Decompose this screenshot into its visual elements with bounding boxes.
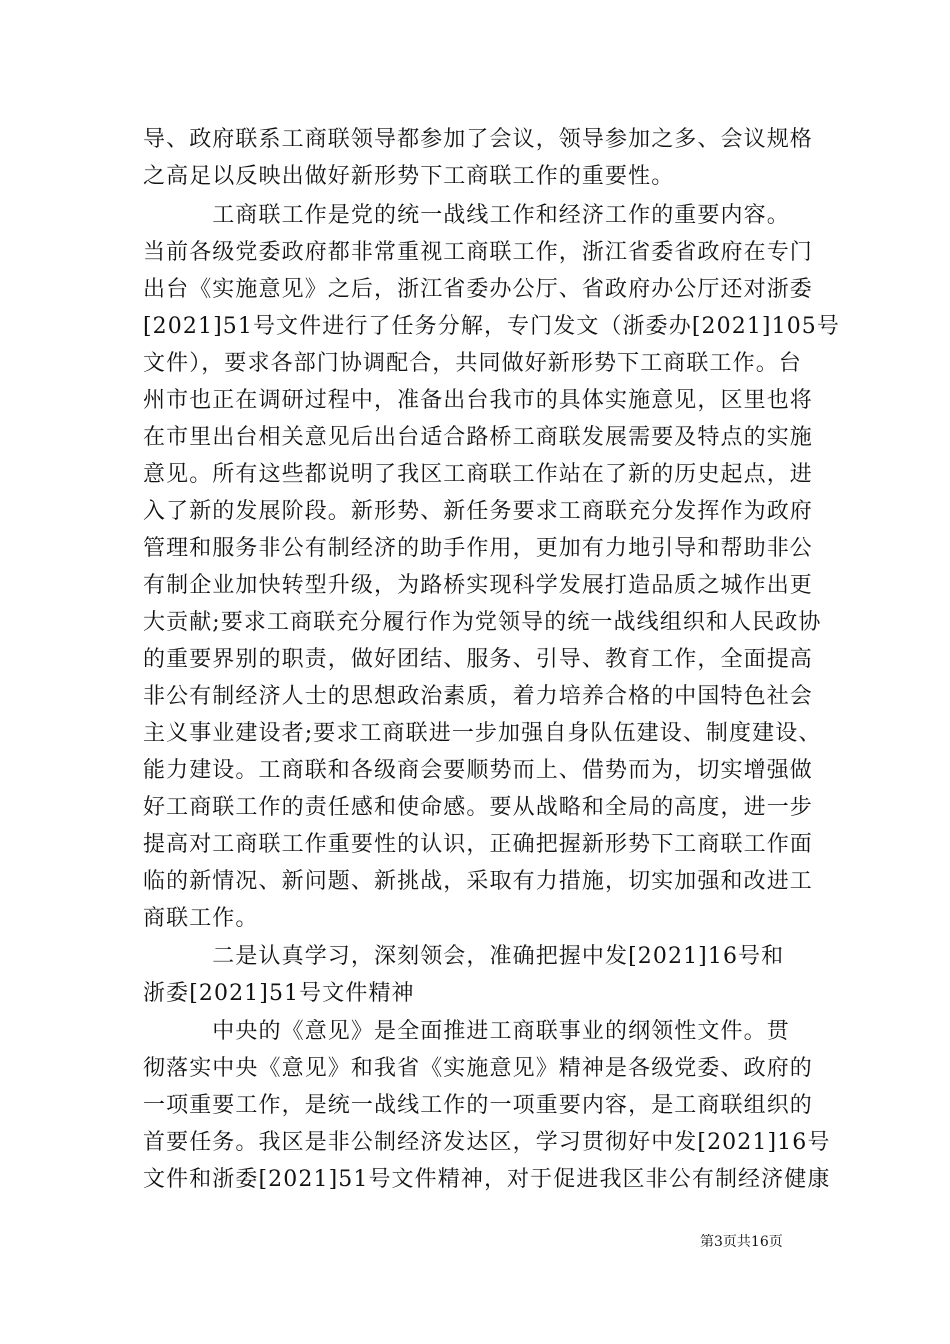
text-line: 管理和服务非公有制经济的助手作用，更加有力地引导和帮助非公 bbox=[143, 536, 813, 561]
text-line: 的重要界别的职责，做好团结、服务、引导、教育工作，全面提高 bbox=[143, 647, 813, 672]
text-line: 出台《实施意见》之后，浙江省委办公厅、省政府办公厅还对浙委 bbox=[143, 277, 813, 302]
text-line: 意见。所有这些都说明了我区工商联工作站在了新的历史起点，进 bbox=[143, 462, 813, 487]
text-line: 中央的《意见》是全面推进工商联事业的纲领性文件。贯 bbox=[143, 1019, 790, 1044]
text-line: 好工商联工作的责任感和使命感。要从战略和全局的高度，进一步 bbox=[143, 795, 813, 820]
text-line: 入了新的发展阶段。新形势、新任务要求工商联充分发挥作为政府 bbox=[143, 499, 813, 524]
text-line: 能力建设。工商联和各级商会要顺势而上、借势而为，切实增强做 bbox=[143, 758, 813, 783]
text-line: 在市里出台相关意见后出台适合路桥工商联发展需要及特点的实施 bbox=[143, 425, 813, 450]
text-line: 彻落实中央《意见》和我省《实施意见》精神是各级党委、政府的 bbox=[143, 1056, 813, 1081]
text-line: 有制企业加快转型升级，为路桥实现科学发展打造品质之城作出更 bbox=[143, 573, 813, 598]
section-heading: 二是认真学习，深刻领会，准确把握中发[2021]16号和 bbox=[143, 944, 785, 969]
text-line: 主义事业建设者;要求工商联进一步加强自身队伍建设、制度建设、 bbox=[143, 721, 822, 746]
text-line: 一项重要工作，是统一战线工作的一项重要内容，是工商联组织的 bbox=[143, 1093, 813, 1118]
text-line: 文件），要求各部门协调配合，共同做好新形势下工商联工作。台 bbox=[143, 351, 802, 376]
text-line: 临的新情况、新问题、新挑战，采取有力措施，切实加强和改进工 bbox=[143, 869, 813, 894]
page-number-footer: 第3页共16页 bbox=[700, 1234, 783, 1250]
text-line: 首要任务。我区是非公制经济发达区，学习贯彻好中发[2021]16号 bbox=[143, 1130, 831, 1155]
section-heading: 浙委[2021]51号文件精神 bbox=[143, 981, 415, 1006]
text-line: [2021]51号文件进行了任务分解，专门发文（浙委办[2021]105号 bbox=[143, 314, 840, 339]
text-line: 提高对工商联工作重要性的认识，正确把握新形势下工商联工作面 bbox=[143, 832, 813, 857]
text-line: 文件和浙委[2021]51号文件精神，对于促进我区非公有制经济健康 bbox=[143, 1167, 831, 1192]
text-line: 非公有制经济人士的思想政治素质，着力培养合格的中国特色社会 bbox=[143, 684, 813, 709]
text-line: 大贡献;要求工商联充分履行作为党领导的统一战线组织和人民政协 bbox=[143, 610, 822, 635]
text-line: 之高足以反映出做好新形势下工商联工作的重要性。 bbox=[143, 164, 675, 189]
text-line: 导、政府联系工商联领导都参加了会议，领导参加之多、会议规格 bbox=[143, 127, 813, 152]
text-line: 商联工作。 bbox=[143, 906, 259, 931]
text-line: 州市也正在调研过程中，准备出台我市的具体实施意见，区里也将 bbox=[143, 388, 813, 413]
text-line: 当前各级党委政府都非常重视工商联工作，浙江省委省政府在专门 bbox=[143, 240, 813, 265]
text-line: 工商联工作是党的统一战线工作和经济工作的重要内容。 bbox=[143, 203, 790, 228]
